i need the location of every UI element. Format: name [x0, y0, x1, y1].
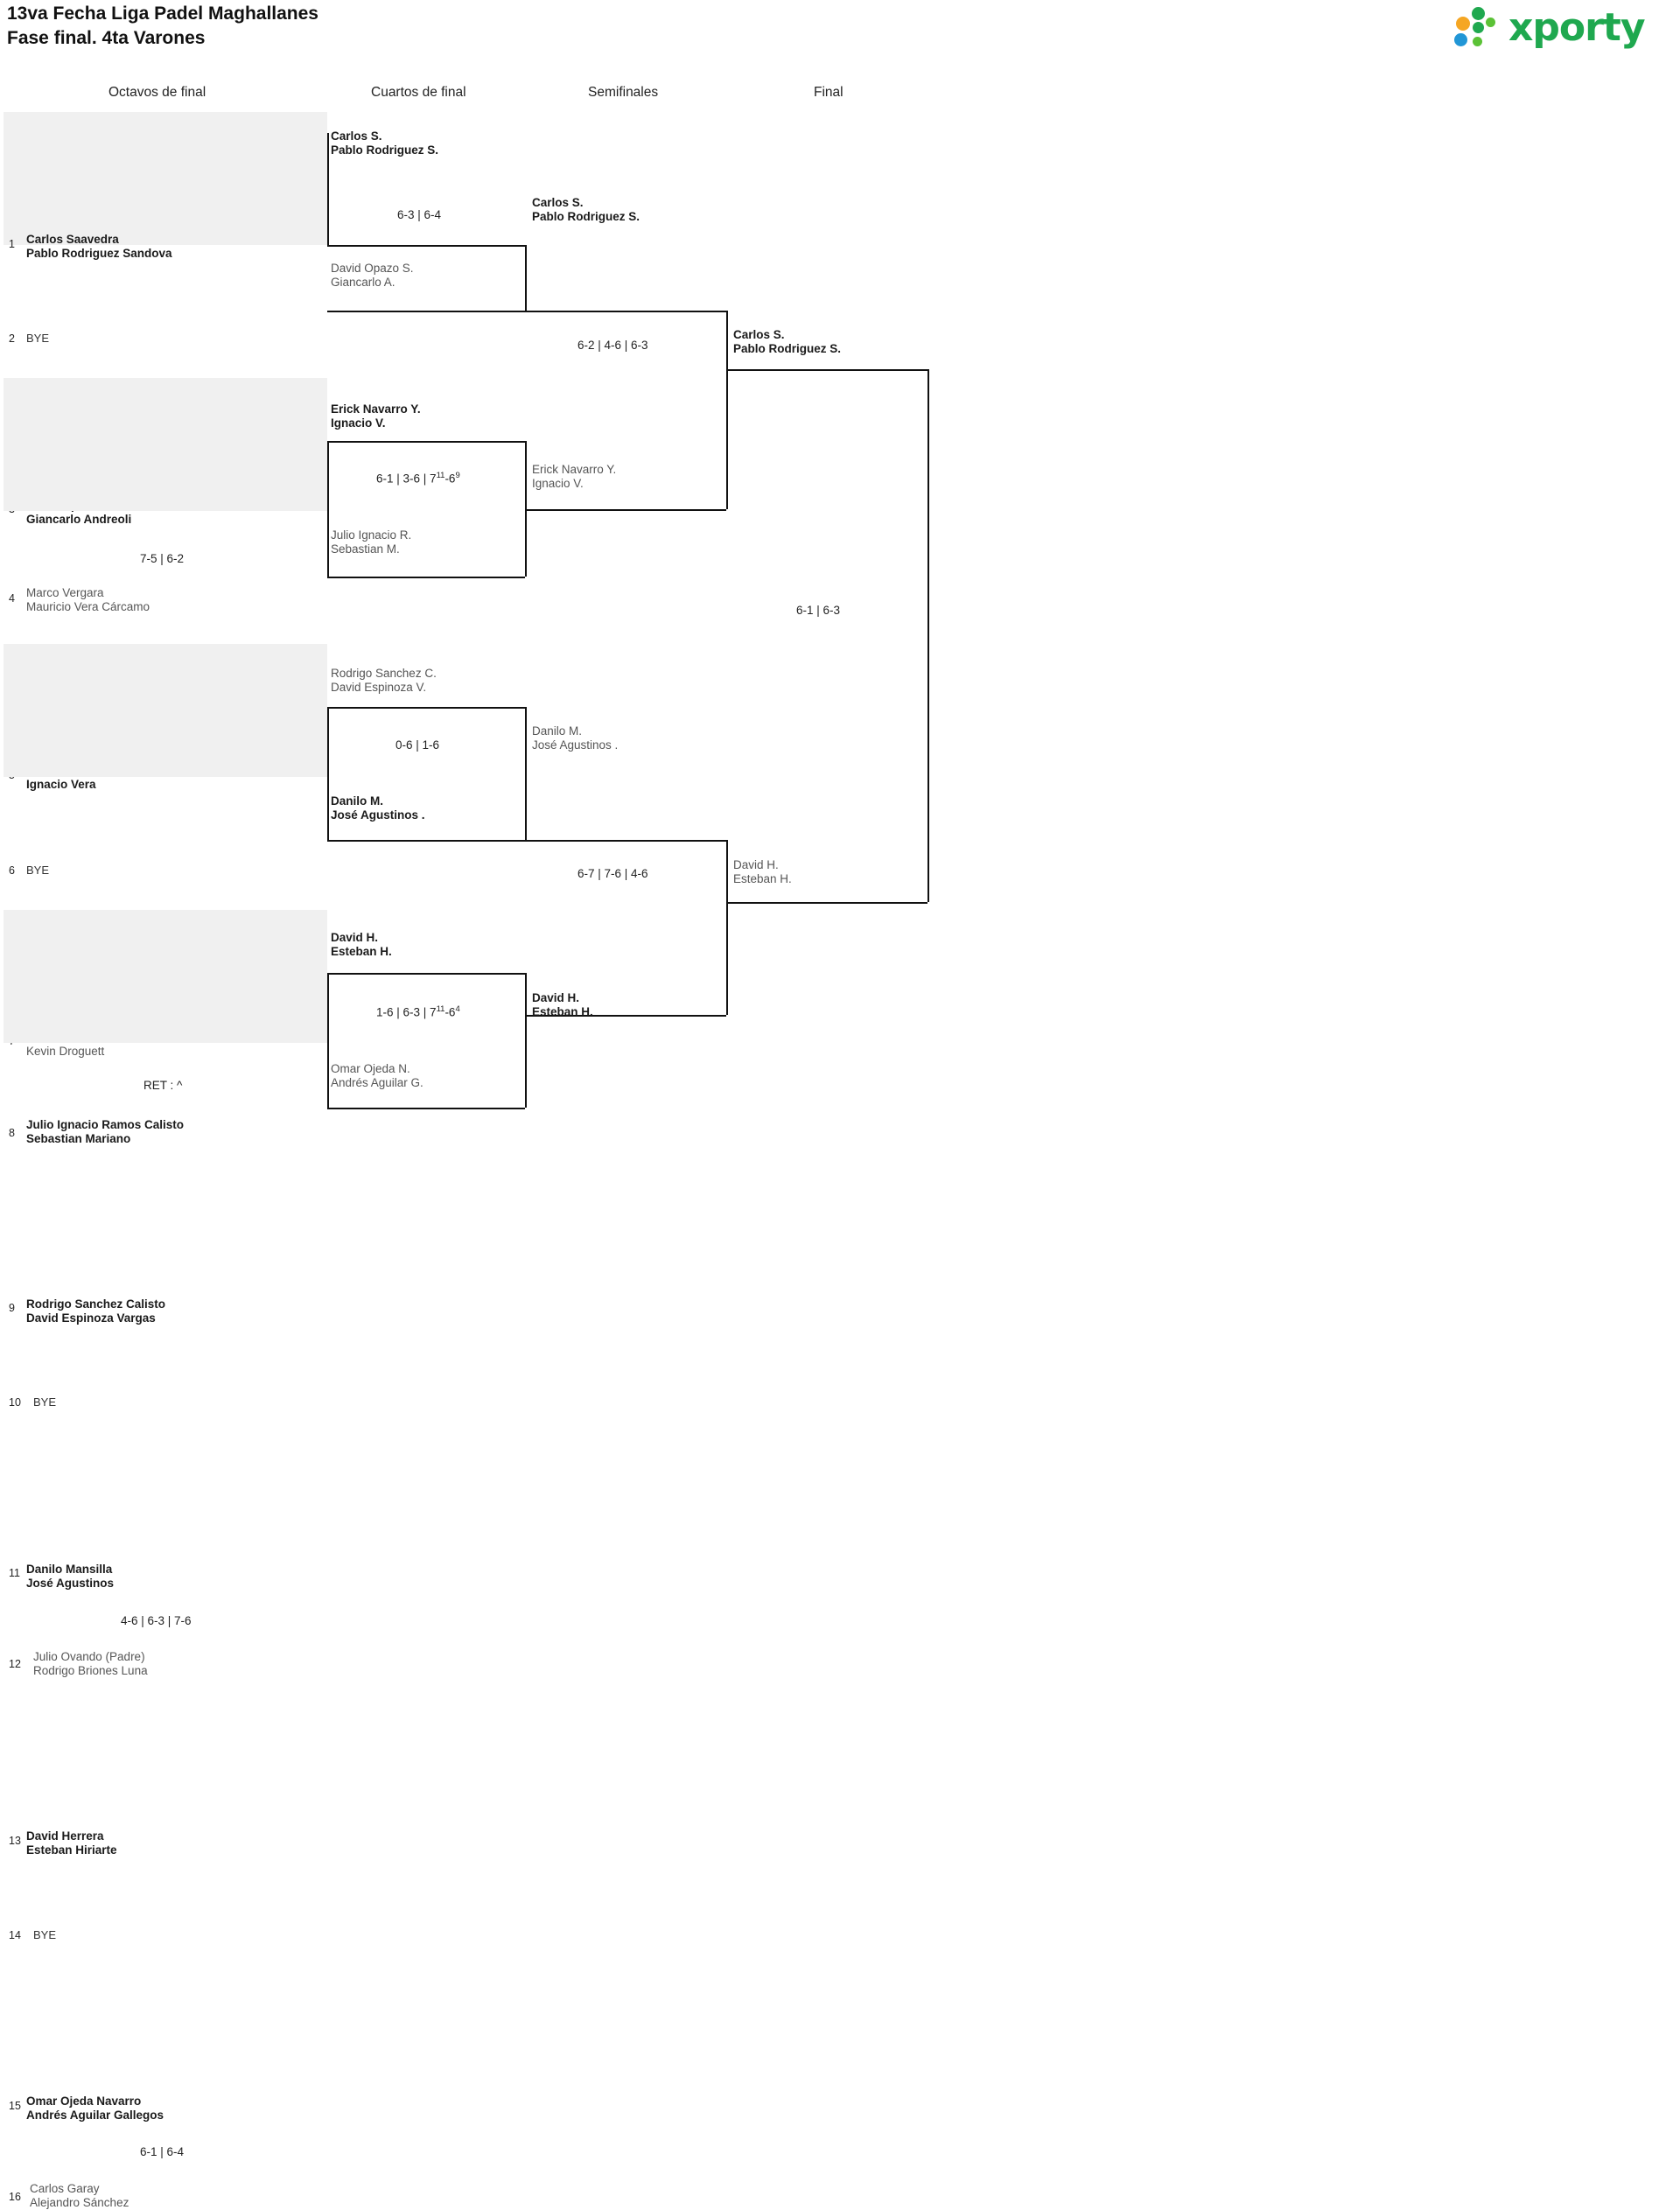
seed-number: 11 [9, 1567, 20, 1579]
sf-player-names: David H. Esteban H. [532, 991, 593, 1019]
connector [525, 973, 527, 1108]
round-title-octavos: Octavos de final [108, 85, 206, 100]
connector [327, 840, 525, 842]
qf-score: 0-6 | 1-6 [396, 738, 440, 752]
connector [525, 311, 726, 312]
r16-player-names: Marco Vergara Mauricio Vera Cárcamo [26, 586, 150, 614]
logo-wordmark: xporty [1508, 5, 1645, 50]
seed-number: 13 [9, 1835, 21, 1847]
connector [525, 509, 726, 511]
connector [327, 133, 329, 245]
connector [726, 369, 928, 371]
connector [327, 973, 525, 975]
sf-player-names: Carlos S. Pablo Rodriguez S. [532, 196, 640, 224]
r16-player-names: David Herrera Esteban Hiriarte [26, 1829, 117, 1857]
connector [525, 245, 527, 311]
connector [327, 973, 329, 1108]
bye-label: BYE [26, 332, 50, 345]
round-title-final: Final [814, 85, 844, 100]
qf-player-names: Rodrigo Sanchez C. David Espinoza V. [331, 667, 437, 695]
seed-number: 15 [9, 2100, 21, 2112]
round-title-cuartos: Cuartos de final [371, 85, 466, 100]
final-player-names: David H. Esteban H. [733, 858, 792, 886]
seed-number: 12 [9, 1658, 21, 1670]
connector [327, 577, 525, 578]
seed-number: 2 [9, 332, 15, 345]
sf-player-names: Danilo M. José Agustinos . [532, 724, 619, 752]
bye-label: BYE [33, 1928, 57, 1941]
title-line-1: 13va Fecha Liga Padel Maghallanes [7, 3, 318, 24]
seed-number: 8 [9, 1127, 15, 1139]
connector [327, 441, 329, 577]
qf-player-names: David H. Esteban H. [331, 931, 392, 959]
connector [327, 311, 525, 312]
final-score: 6-1 | 6-3 [796, 604, 841, 617]
connector [327, 707, 329, 840]
qf-score: 6-3 | 6-4 [397, 208, 442, 221]
seed-number: 9 [9, 1302, 15, 1314]
connector [726, 311, 728, 509]
qf-player-names: Danilo M. José Agustinos . [331, 794, 425, 822]
r16-score: 4-6 | 6-3 | 7-6 [121, 1614, 192, 1627]
r16-player-names: Giancarlo Andreoli [26, 513, 132, 527]
sf-score: 6-7 | 7-6 | 4-6 [578, 867, 648, 880]
r16-player-names: Rodrigo Sanchez Calisto David Espinoza Vargas [26, 1297, 166, 1325]
qf-score: 1-6 | 6-3 | $7^{11}-6^4$ [376, 1004, 460, 1019]
sf-score: 6-2 | 4-6 | 6-3 [578, 339, 648, 352]
connector [726, 902, 928, 904]
logo-mark-icon [1454, 7, 1503, 51]
connector [525, 840, 726, 842]
connector [726, 840, 728, 1015]
seed-number: 1 [9, 238, 15, 250]
r16-player-names: Julio Ovando (Padre) Rodrigo Briones Luna [33, 1650, 148, 1678]
r16-match-2[interactable] [4, 247, 327, 614]
qf-player-names: Carlos S. Pablo Rodriguez S. [331, 129, 439, 157]
r16-score: RET : ^ [144, 1079, 183, 1092]
r16-player-names: Julio Ignacio Ramos Calisto Sebastian Mariano [26, 1118, 185, 1146]
r16-player-names: Omar Ojeda Navarro Andrés Aguilar Gallegos [26, 2095, 164, 2123]
r16-player-names: Danilo Mansilla José Agustinos [26, 1563, 115, 1591]
final-player-names: Carlos S. Pablo Rodriguez S. [733, 328, 842, 356]
qf-player-names: Erick Navarro Y. Ignacio V. [331, 402, 421, 430]
seed-number: 16 [9, 2191, 21, 2203]
round-title-semifinales: Semifinales [588, 85, 659, 100]
connector [327, 707, 525, 709]
title-line-2: Fase final. 4ta Varones [7, 27, 206, 48]
r16-player-names: Ignacio Vera [26, 778, 96, 792]
qf-player-names: Omar Ojeda N. Andrés Aguilar G. [331, 1062, 424, 1090]
connector [928, 369, 929, 902]
r16-score: 6-1 | 6-4 [140, 2145, 185, 2158]
page-header [0, 0, 1680, 61]
seed-number: 6 [9, 864, 15, 877]
tournament-title [7, 2, 318, 50]
sf-player-names: Erick Navarro Y. Ignacio V. [532, 463, 617, 491]
seed-number: 10 [9, 1396, 21, 1409]
seed-number: 14 [9, 1929, 21, 1941]
seed-number: 4 [9, 592, 15, 605]
connector [327, 441, 525, 443]
qf-player-names: Julio Ignacio R. Sebastian M. [331, 528, 412, 556]
connector [327, 245, 525, 247]
connector [327, 1108, 525, 1109]
connector [525, 707, 527, 840]
xporty-logo [1454, 5, 1664, 52]
r16-match-1[interactable] [4, 112, 327, 345]
r16-player-names: Carlos Garay Alejandro Sánchez [30, 2182, 130, 2210]
qf-score: 6-1 | 3-6 | $7^{11}-6^9$ [376, 471, 460, 486]
r16-player-names: Carlos Saavedra Pablo Rodriguez Sandova [26, 233, 172, 261]
bye-label: BYE [26, 864, 50, 877]
r16-score: 7-5 | 6-2 [140, 552, 185, 565]
r16-player-names: Kevin Droguett [26, 1045, 105, 1059]
qf-player-names: David Opazo S. Giancarlo A. [331, 262, 414, 290]
bye-label: BYE [33, 1395, 57, 1409]
